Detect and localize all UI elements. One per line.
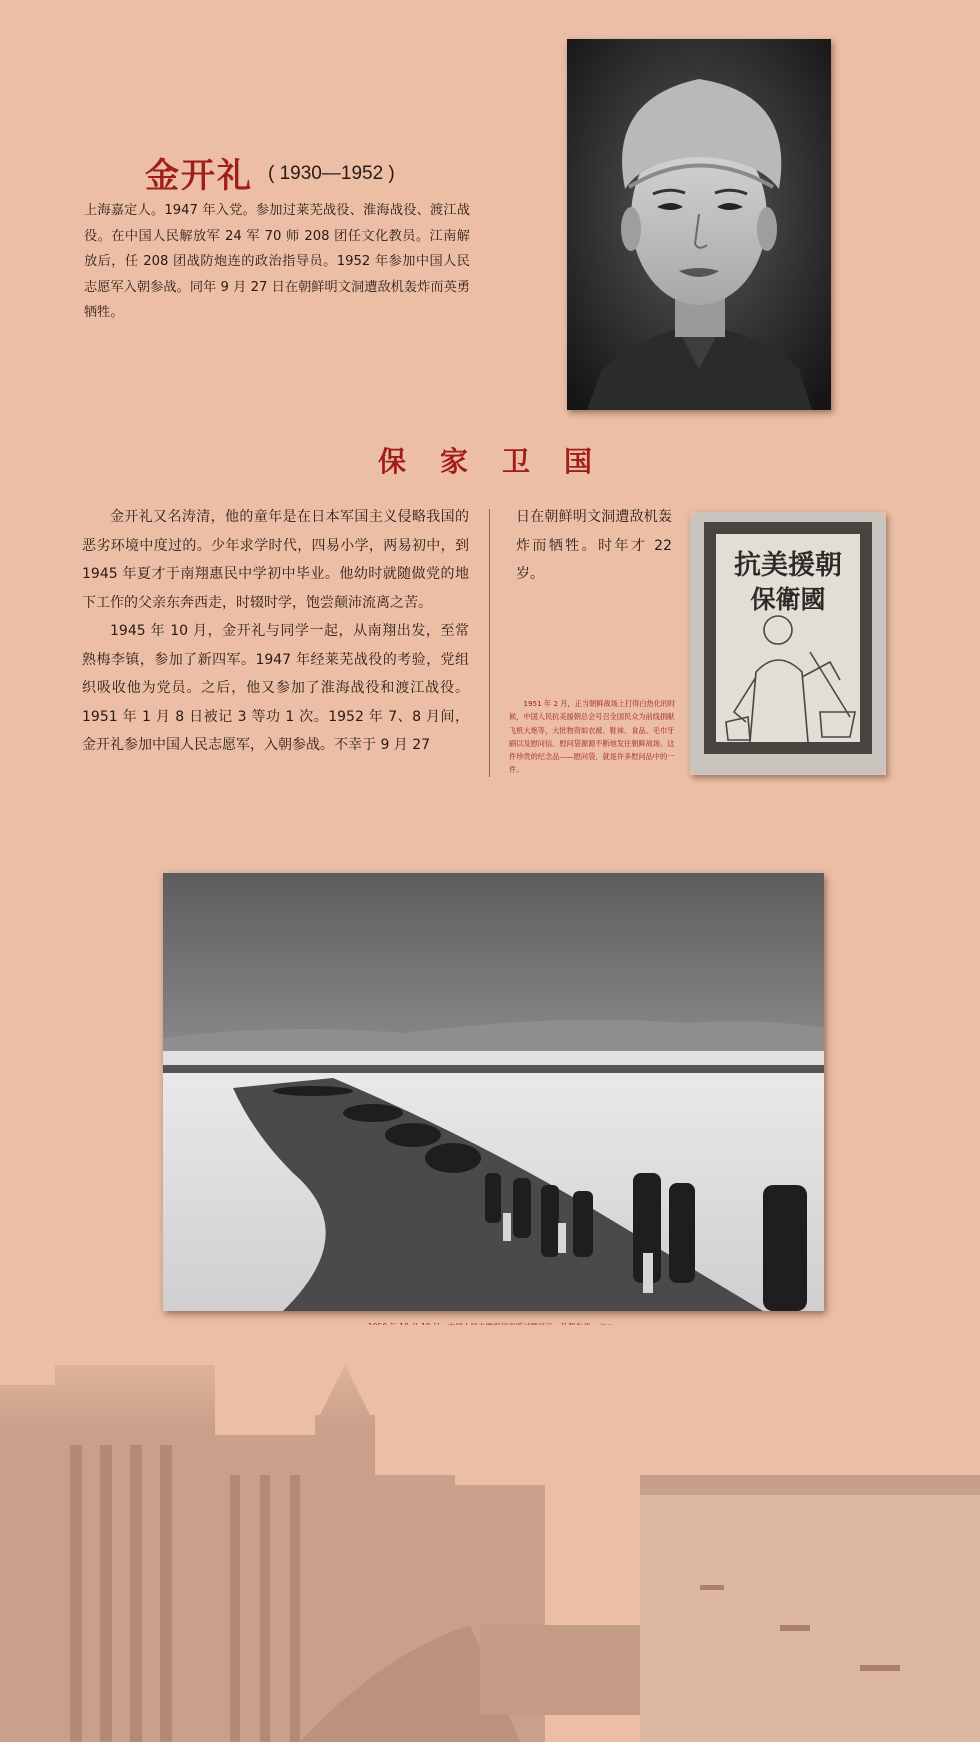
- biography-text: 上海嘉定人。1947 年入党。参加过莱芜战役、淮海战役、渡江战役。在中国人民解放军 24 军 70 师 208 团任文化教员。江南解放后，任 208 团战防炮连的政治指导员。1952 年参加中国人民志愿军入朝参战。同年 9 月 27 日在朝鲜明文洞遭敌机轰炸而英勇牺牲。: [84, 203, 470, 320]
- story-paragraph-2: 1945 年 10 月，金开礼与同学一起，从南翔出发，至常熟梅李镇，参加了新四军。1947 年经莱芜战役的考验，党组织吸收他为党员。之后，他又参加了淮海战役和渡江战役。1951 年 1 月 8 日被记 3 等功 1 次。1952 年 7、8 月间，金开礼参加中国人民志愿军，入朝参战。不幸于 9 月 27: [82, 623, 469, 753]
- story-column-right: [516, 503, 672, 589]
- bund-cityscape-background: [0, 1325, 980, 1742]
- poster-slogan-line2: 保衛國: [750, 585, 826, 614]
- life-years: ( 1930—1952 ): [268, 163, 395, 184]
- column-divider: [489, 509, 490, 777]
- story-continuation: 日在朝鲜明文洞遭敌机轰炸而牺牲。时年才 22 岁。: [516, 509, 672, 582]
- section-title: 保家卫国: [377, 445, 626, 478]
- poster-slogan-line1: 抗美援朝: [734, 550, 842, 581]
- yalu-crossing-photo: [163, 873, 824, 1311]
- person-name: 金开礼: [145, 156, 253, 196]
- portrait-photo: [567, 39, 831, 410]
- story-column-left: [82, 503, 469, 760]
- comfort-bag-photo: [690, 512, 886, 775]
- story-paragraph-1: 金开礼又名涛清，他的童年是在日本军国主义侵略我国的恶劣环境中度过的。少年求学时代，四易小学，两易初中，到 1945 年夏才于南翔惠民中学初中毕业。他幼时就随做党的地下工作的父亲东奔西走，时辍时学，饱尝颠沛流离之苦。: [82, 509, 469, 611]
- poster-caption: 1951 年 2 月，正当朝鲜战场上打得白热化的时候，中国人民抗美援朝总会号召全国民众为前线捐献飞机大炮等，大批物资如衣被、鞋袜、食品、毛巾牙刷以及慰问信、慰问袋源源不断地发往朝鲜战场。这件珍贵的纪念品——慰问袋，就是许多慰问品中的一件。: [509, 699, 676, 775]
